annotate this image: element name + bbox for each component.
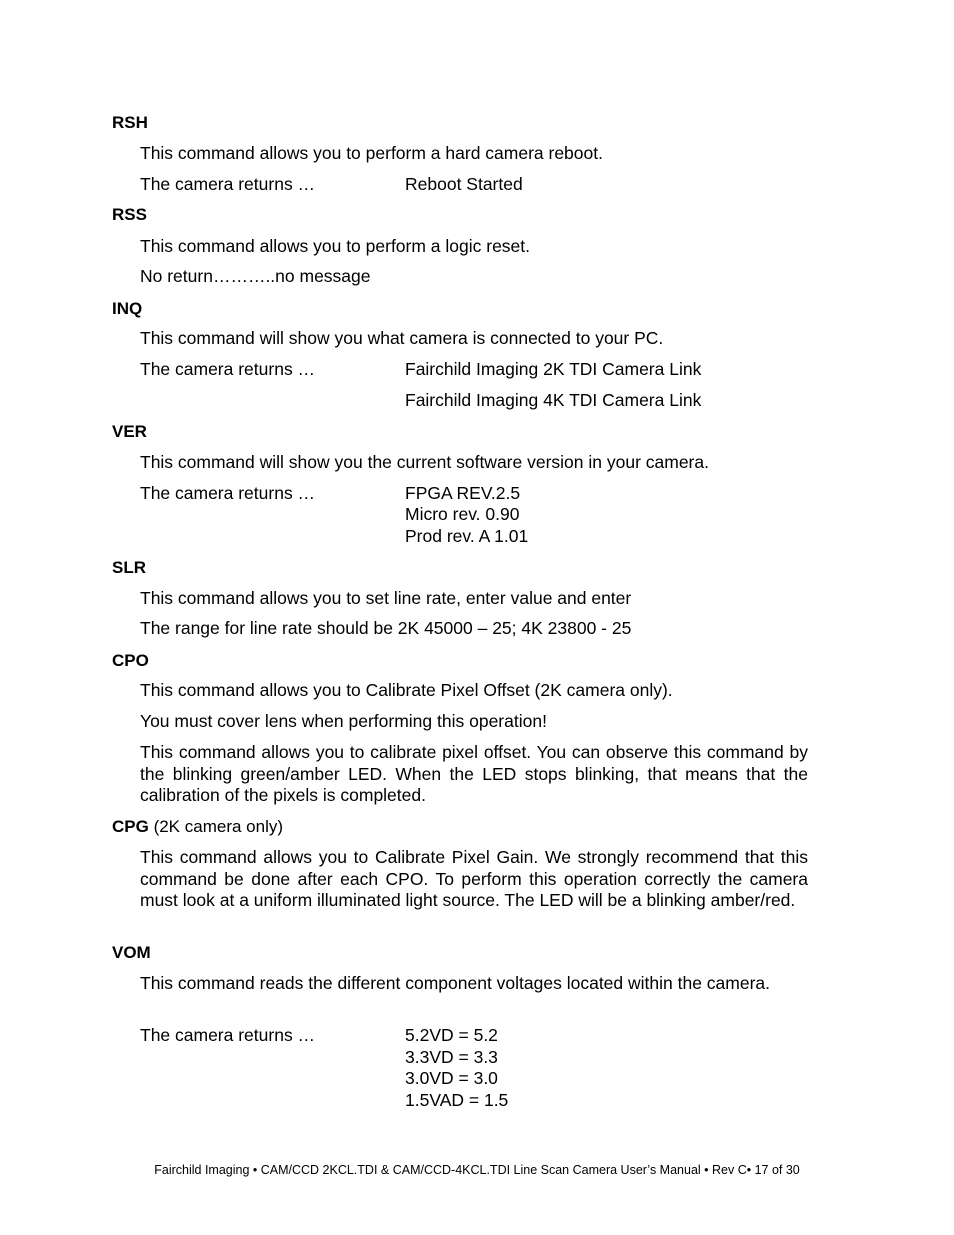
ver-returns-label: The camera returns …	[140, 483, 316, 503]
inq-returns-label: The camera returns …	[140, 359, 316, 379]
slr-description: This command allows you to set line rate, enter value and enter	[140, 588, 632, 608]
vom-returns-value: 1.5VAD = 1.5	[405, 1090, 509, 1110]
rsh-description: This command allows you to perform a hard camera reboot.	[140, 143, 603, 163]
rss-description: This command allows you to perform a logic reset.	[140, 236, 531, 256]
page-footer: Fairchild Imaging • CAM/CCD 2KCL.TDI & CAM/CCD-4KCL.TDI Line Scan Camera User’s Manual • Rev C• 17 of 30	[154, 1163, 800, 1177]
ver-description: This command will show you the current software version in your camera.	[140, 452, 709, 472]
cpo-warning: You must cover lens when performing this operation!	[140, 711, 547, 731]
cpo-paragraph: This command allows you to calibrate pixel offset. You can observe this command by the blinking green/amber LED. When the LED stops blinking, that means that the calibration of the pixels is completed.	[140, 742, 808, 806]
inq-heading: INQ	[112, 299, 143, 318]
rsh-heading: RSH	[112, 113, 148, 132]
vom-returns-value: 3.0VD = 3.0	[405, 1068, 498, 1088]
ver-returns-value: Prod rev. A 1.01	[405, 526, 529, 546]
vom-returns-value: 3.3VD = 3.3	[405, 1047, 498, 1067]
rss-no-return: No return………..no message	[140, 266, 371, 286]
vom-heading: VOM	[112, 943, 151, 962]
ver-returns-value: FPGA REV.2.5	[405, 483, 521, 503]
rsh-returns-label: The camera returns …	[140, 174, 316, 194]
rsh-returns-value: Reboot Started	[405, 174, 523, 194]
ver-returns-value: Micro rev. 0.90	[405, 504, 520, 524]
vom-returns-value: 5.2VD = 5.2	[405, 1025, 498, 1045]
cpo-heading: CPO	[112, 651, 149, 670]
ver-heading: VER	[112, 422, 147, 441]
vom-returns-label: The camera returns …	[140, 1025, 316, 1045]
slr-range: The range for line rate should be 2K 45000 – 25; 4K 23800 - 25	[140, 618, 632, 638]
rss-heading: RSS	[112, 205, 147, 224]
inq-returns-value: Fairchild Imaging 4K TDI Camera Link	[405, 390, 702, 410]
cpg-heading-code: CPG	[112, 817, 149, 836]
cpg-heading	[112, 817, 283, 837]
cpg-heading-note: (2K camera only)	[148, 817, 284, 836]
slr-heading: SLR	[112, 558, 146, 577]
vom-paragraph: This command reads the different component voltages located within the camera.	[140, 973, 771, 993]
inq-returns-value: Fairchild Imaging 2K TDI Camera Link	[405, 359, 702, 379]
cpg-paragraph: This command allows you to Calibrate Pixel Gain. We strongly recommend that this command be done after each CPO. To perform this operation correctly the camera must look at a uniform illuminated light source. The LED will be a blinking amber/red.	[140, 847, 808, 911]
cpo-description: This command allows you to Calibrate Pixel Offset (2K camera only).	[140, 680, 673, 700]
inq-description: This command will show you what camera is connected to your PC.	[140, 328, 664, 348]
